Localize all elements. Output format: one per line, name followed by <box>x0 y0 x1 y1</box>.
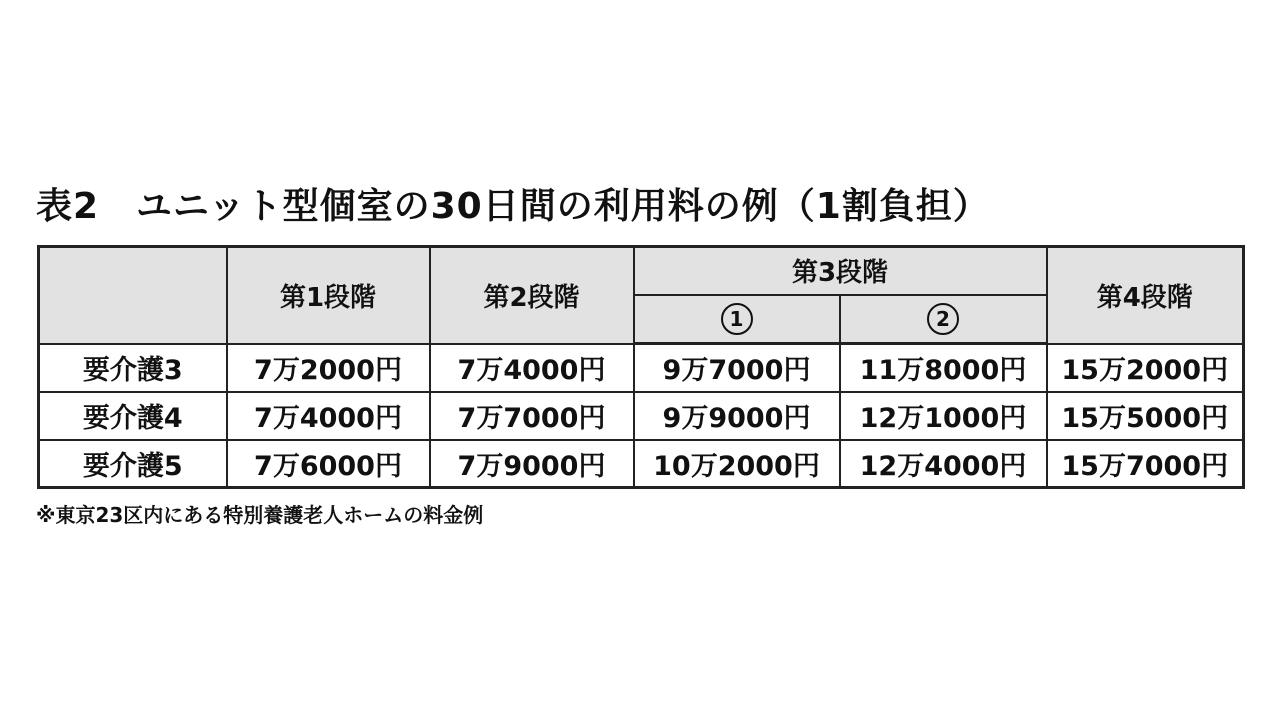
fee-cell: 7万2000円 <box>227 344 430 392</box>
fee-cell: 11万8000円 <box>840 344 1047 392</box>
table-row <box>39 440 1244 488</box>
header-stage3-group: 第3段階 <box>634 247 1047 295</box>
fee-cell: 12万4000円 <box>840 440 1047 488</box>
header-corner-cell <box>39 247 227 344</box>
header-stage1: 第1段階 <box>227 247 430 344</box>
header-stage2: 第2段階 <box>430 247 634 344</box>
fee-cell: 7万6000円 <box>227 440 430 488</box>
row-label: 要介護5 <box>39 440 227 488</box>
fee-cell: 15万2000円 <box>1047 344 1244 392</box>
header-stage4: 第4段階 <box>1047 247 1244 344</box>
fee-cell: 7万7000円 <box>430 392 634 440</box>
fee-cell: 7万4000円 <box>430 344 634 392</box>
row-label: 要介護4 <box>39 392 227 440</box>
header-stage3-sub2 <box>840 295 1047 344</box>
table-title: 表2 ユニット型個室の30日間の利用料の例（1割負担） <box>36 186 990 227</box>
fee-cell: 15万7000円 <box>1047 440 1244 488</box>
fee-cell: 9万7000円 <box>634 344 840 392</box>
fee-cell: 10万2000円 <box>634 440 840 488</box>
circled-number-2-icon: 2 <box>927 303 959 335</box>
fee-cell: 12万1000円 <box>840 392 1047 440</box>
row-label: 要介護3 <box>39 344 227 392</box>
header-stage3-sub1 <box>634 295 840 344</box>
table-row <box>39 344 1244 392</box>
fee-cell: 9万9000円 <box>634 392 840 440</box>
fee-cell: 7万4000円 <box>227 392 430 440</box>
header-row-1 <box>39 247 1244 295</box>
fee-table <box>37 245 1245 489</box>
circled-number-1-icon: 1 <box>721 303 753 335</box>
fee-cell: 7万9000円 <box>430 440 634 488</box>
table-footnote: ※東京23区内にある特別養護老人ホームの料金例 <box>36 503 484 527</box>
table-row <box>39 392 1244 440</box>
fee-cell: 15万5000円 <box>1047 392 1244 440</box>
